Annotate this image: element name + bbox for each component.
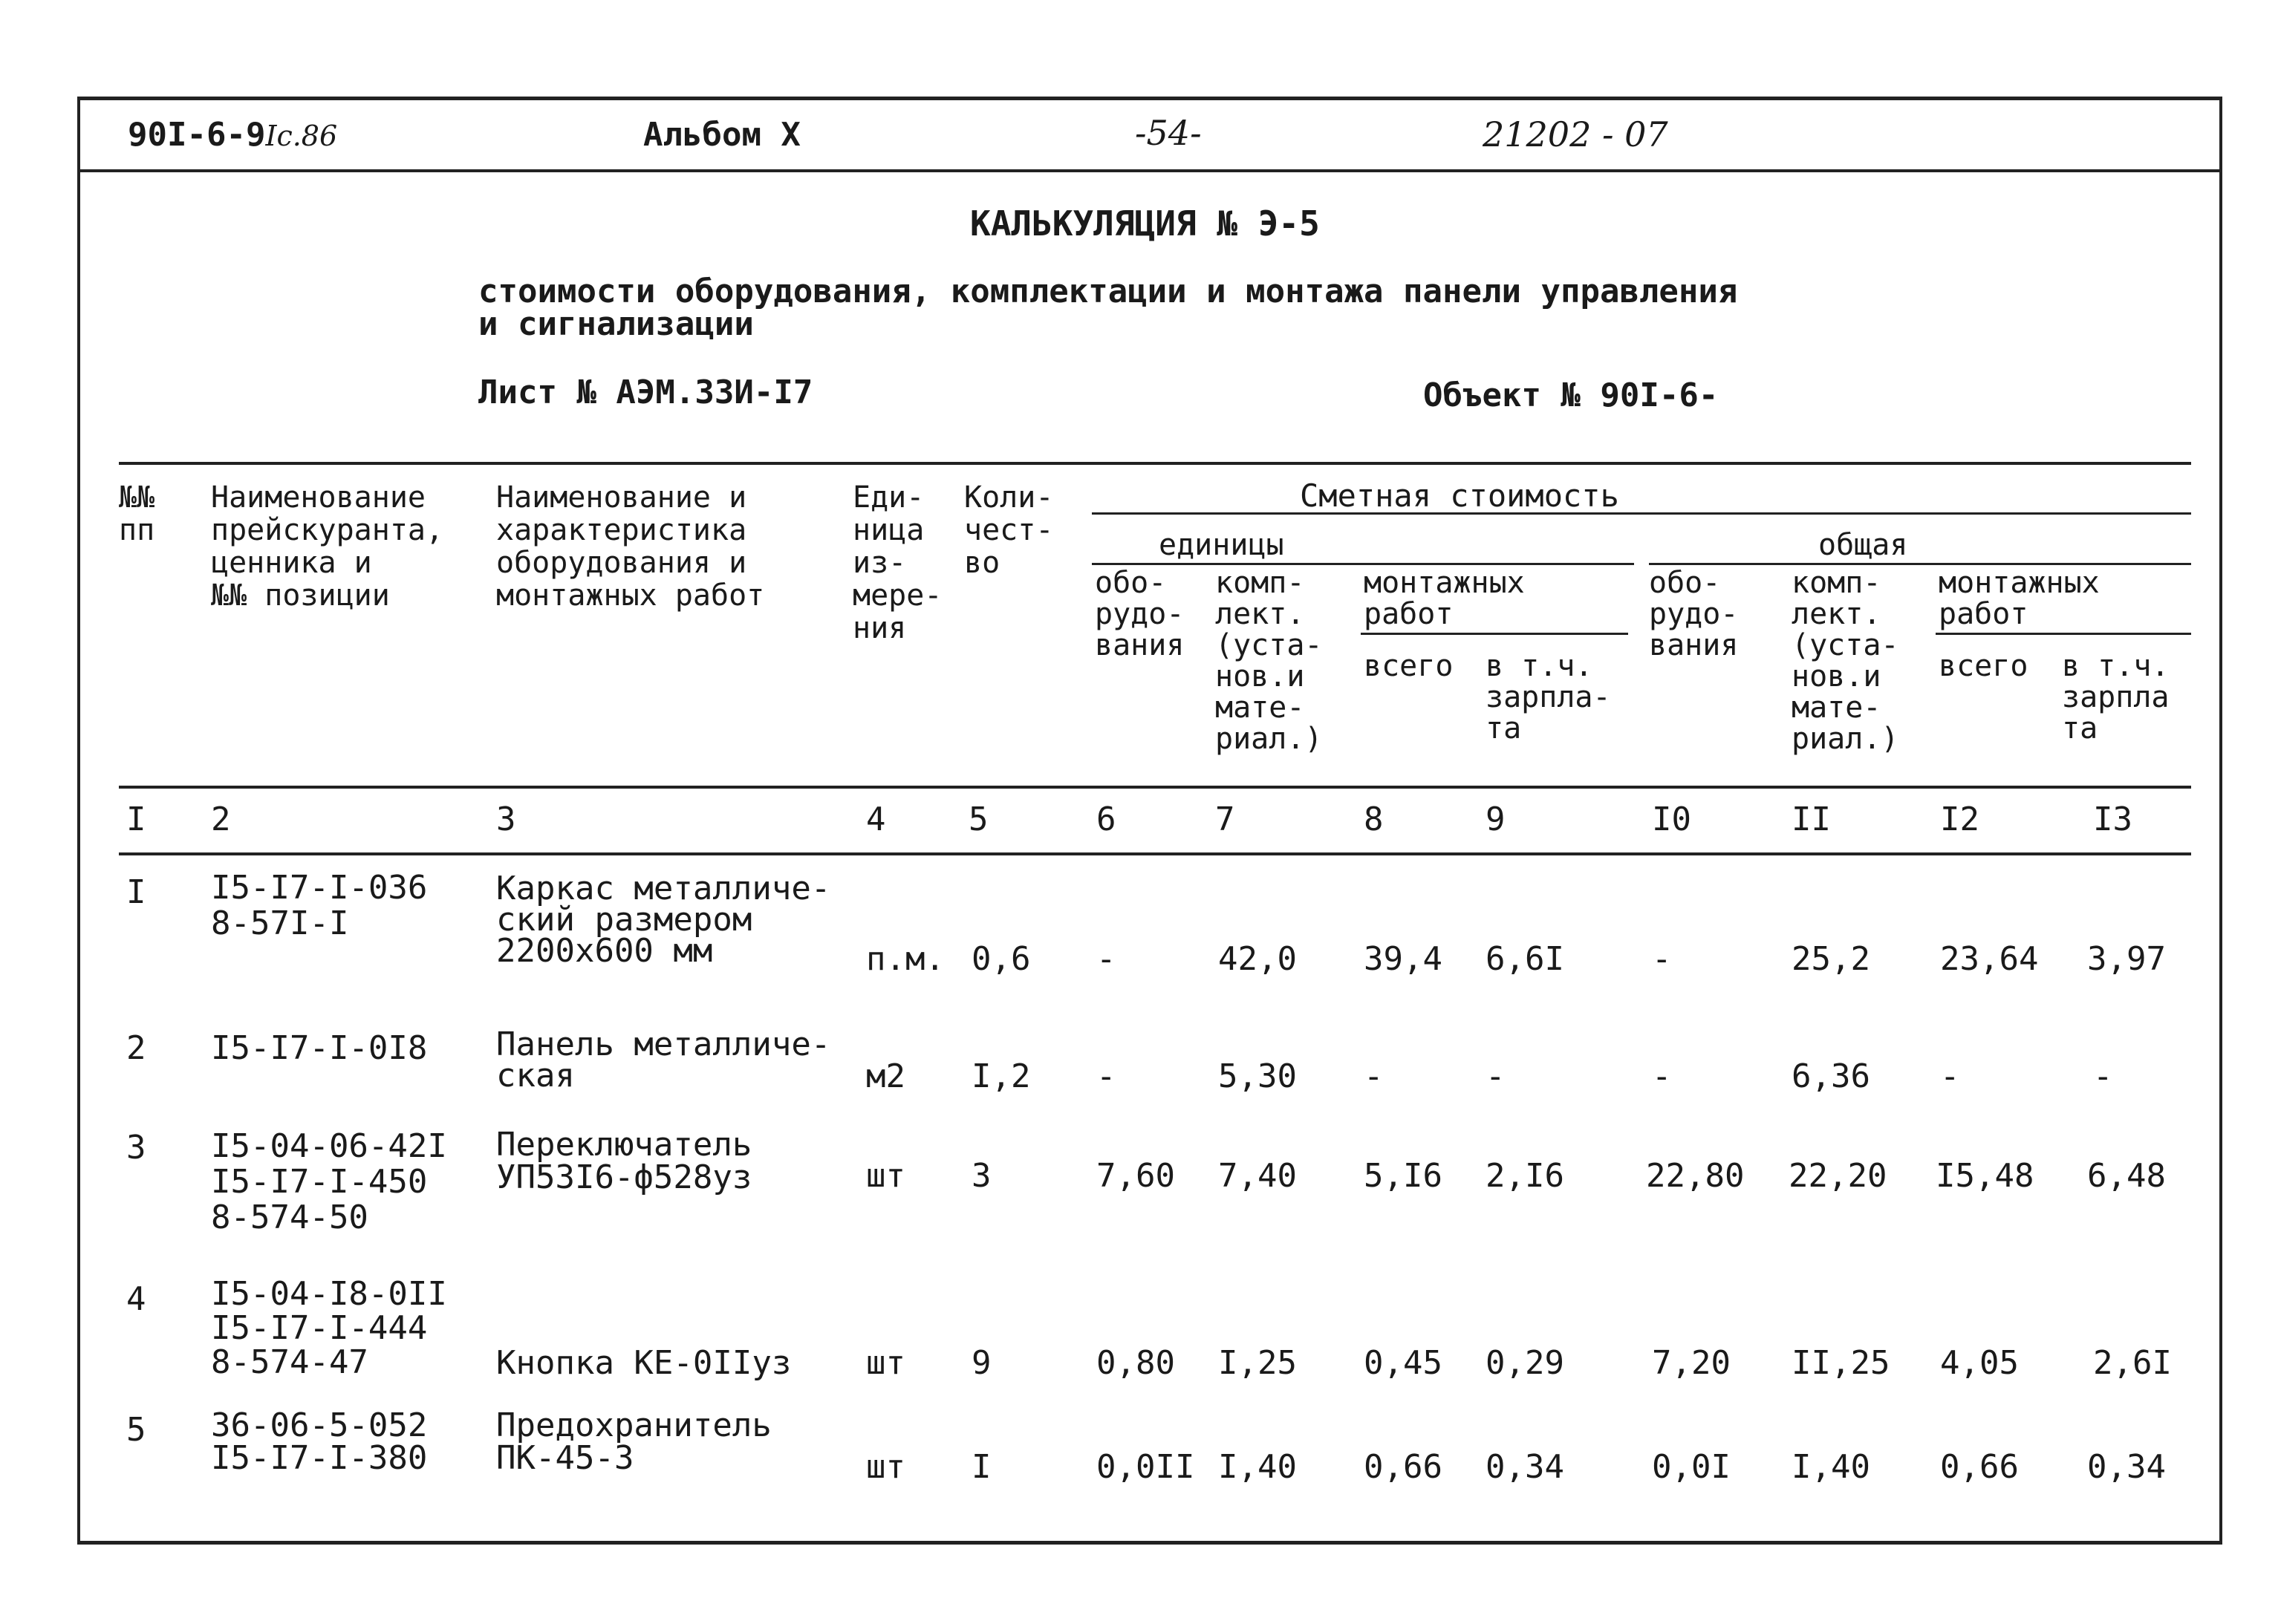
col-number-5: 5 bbox=[969, 800, 989, 838]
page-number: -54- bbox=[1135, 113, 1202, 153]
total-zarpl-header: в т.ч. зарпла та bbox=[2062, 649, 2170, 746]
header-bottom-rule bbox=[119, 786, 2191, 789]
row3-v11: 22,20 bbox=[1789, 1157, 1887, 1195]
calculation-subtitle-line2: и сигнализации bbox=[478, 305, 754, 343]
unit-zarpl-header: в т.ч. зарпла- та bbox=[1486, 649, 1611, 746]
row4-v13: 2,6I bbox=[2093, 1344, 2172, 1382]
row1-unit: п.м. bbox=[866, 940, 945, 978]
col-number-13: I3 bbox=[2093, 800, 2132, 838]
object-number: Объект № 90I-6- bbox=[1423, 376, 1719, 414]
row5-code: 36-06-5-052 I5-I7-I-380 bbox=[211, 1406, 428, 1477]
row3-qty: 3 bbox=[972, 1157, 992, 1195]
row2-number: 2 bbox=[126, 1029, 146, 1067]
row1-v6: - bbox=[1096, 940, 1116, 978]
row2-code: I5-I7-I-0I8 bbox=[211, 1029, 428, 1067]
row2-name: Панель металличе- ская bbox=[496, 1025, 831, 1095]
row5-v10: 0,0I bbox=[1652, 1448, 1731, 1486]
col-number-6: 6 bbox=[1096, 800, 1116, 838]
row1-v9: 6,6I bbox=[1486, 940, 1564, 978]
row1-v11: 25,2 bbox=[1792, 940, 1870, 978]
row5-v13: 0,34 bbox=[2087, 1448, 2166, 1486]
row4-code: I5-04-I8-0II I5-I7-I-444 8-574-47 bbox=[211, 1275, 447, 1381]
row2-v11: 6,36 bbox=[1792, 1057, 1870, 1095]
row2-v8: - bbox=[1364, 1057, 1384, 1095]
col-number-12: I2 bbox=[1940, 800, 1979, 838]
row3-code: I5-04-06-42I I5-I7-I-450 8-574-50 bbox=[211, 1127, 447, 1236]
total-kompl-header: комп- лект. (уста- нов.и мате- риал.) bbox=[1792, 566, 1899, 756]
row4-unit: шт bbox=[866, 1344, 905, 1382]
total-mont-header: монтажных работ bbox=[1939, 566, 2100, 631]
total-mont-rule bbox=[1936, 633, 2191, 635]
calculation-subtitle-line1: стоимости оборудования, комплектации и монтажа панели управления bbox=[478, 273, 1738, 310]
row5-name: Предохранитель ПК-45-3 bbox=[496, 1406, 772, 1477]
album-label: Альбом X bbox=[643, 116, 801, 154]
row1-name: Каркас металличе- ский размером 2200х600 мм bbox=[496, 870, 831, 970]
row2-v10: - bbox=[1652, 1057, 1672, 1095]
row3-v8: 5,I6 bbox=[1364, 1157, 1442, 1195]
row2-qty: I,2 bbox=[972, 1057, 1031, 1095]
row2-v9: - bbox=[1486, 1057, 1506, 1095]
total-rule bbox=[1649, 563, 2191, 565]
row3-number: 3 bbox=[126, 1129, 146, 1167]
row2-unit: м2 bbox=[866, 1057, 905, 1095]
row3-v6: 7,60 bbox=[1096, 1157, 1175, 1195]
row1-v13: 3,97 bbox=[2087, 940, 2166, 978]
total-equip-header: обо- рудо- вания bbox=[1649, 566, 1739, 662]
row1-v7: 42,0 bbox=[1218, 940, 1297, 978]
col-number-1: I bbox=[126, 800, 146, 838]
row5-v8: 0,66 bbox=[1364, 1448, 1442, 1486]
row1-v10: - bbox=[1652, 940, 1672, 978]
col-number-10: I0 bbox=[1652, 800, 1691, 838]
row5-v9: 0,34 bbox=[1486, 1448, 1564, 1486]
row5-v11: I,40 bbox=[1792, 1448, 1870, 1486]
total-header: общая bbox=[1818, 528, 1908, 562]
total-vsego-header: всего bbox=[1939, 649, 2028, 683]
document-number: 21202 - 07 bbox=[1483, 114, 1668, 154]
header-divider bbox=[77, 169, 2219, 172]
col-number-4: 4 bbox=[866, 800, 886, 838]
row1-v12: 23,64 bbox=[1940, 940, 2039, 978]
col5-header: Коли- чест- во bbox=[964, 480, 1054, 580]
col-number-8: 8 bbox=[1364, 800, 1384, 838]
row3-v9: 2,I6 bbox=[1486, 1157, 1564, 1195]
row5-v7: I,40 bbox=[1218, 1448, 1297, 1486]
row3-v13: 6,48 bbox=[2087, 1157, 2166, 1195]
row4-name: Кнопка КЕ-0IIуз bbox=[496, 1344, 792, 1382]
unit-vsego-header: всего bbox=[1364, 649, 1454, 683]
col1-header: №№ пп bbox=[119, 480, 155, 547]
col-number-11: II bbox=[1792, 800, 1831, 838]
row5-qty: I bbox=[972, 1448, 992, 1486]
row4-v9: 0,29 bbox=[1486, 1344, 1564, 1382]
row5-v12: 0,66 bbox=[1940, 1448, 2019, 1486]
row3-v12: I5,48 bbox=[1936, 1157, 2034, 1195]
row1-code: I5-I7-I-036 8-57I-I bbox=[211, 869, 428, 942]
unit-mont-header: монтажных работ bbox=[1364, 566, 1525, 631]
row3-name: Переключатель УП53I6-ф528уз bbox=[496, 1126, 752, 1196]
col-number-3: 3 bbox=[496, 800, 516, 838]
unit-header: единицы bbox=[1159, 528, 1284, 562]
col4-header: Еди- ница из- мере- ния bbox=[853, 480, 943, 645]
col3-header: Наименование и характеристика оборудования и монтажных работ bbox=[496, 480, 765, 613]
row1-v8: 39,4 bbox=[1364, 940, 1442, 978]
table-top-rule bbox=[119, 462, 2191, 465]
row4-number: 4 bbox=[126, 1280, 146, 1318]
col-number-2: 2 bbox=[211, 800, 231, 838]
row2-v12: - bbox=[1940, 1057, 1960, 1095]
row2-v6: - bbox=[1096, 1057, 1116, 1095]
unit-equip-header: обо- рудо- вания bbox=[1095, 566, 1185, 662]
row5-number: 5 bbox=[126, 1411, 146, 1449]
sheet-number: Лист № АЭМ.33И-I7 bbox=[478, 374, 813, 411]
calculation-title: КАЛЬКУЛЯЦИЯ № Э-5 bbox=[970, 203, 1320, 244]
row4-v11: II,25 bbox=[1792, 1344, 1890, 1382]
col-number-7: 7 bbox=[1215, 800, 1235, 838]
row4-v6: 0,80 bbox=[1096, 1344, 1175, 1382]
unit-rule bbox=[1092, 563, 1634, 565]
row2-v7: 5,30 bbox=[1218, 1057, 1297, 1095]
colnum-bottom-rule bbox=[119, 852, 2191, 855]
col-number-9: 9 bbox=[1486, 800, 1506, 838]
row2-v13: - bbox=[2093, 1057, 2113, 1095]
row4-v10: 7,20 bbox=[1652, 1344, 1731, 1382]
row3-unit: шт bbox=[866, 1157, 905, 1195]
row4-v7: I,25 bbox=[1218, 1344, 1297, 1382]
cost-header: Сметная стоимость bbox=[1300, 477, 1619, 514]
row5-unit: шт bbox=[866, 1448, 905, 1486]
row4-v12: 4,05 bbox=[1940, 1344, 2019, 1382]
unit-kompl-header: комп- лект. (уста- нов.и мате- риал.) bbox=[1215, 566, 1323, 756]
row4-v8: 0,45 bbox=[1364, 1344, 1442, 1382]
document-code: 90I-6-9Ic.86 bbox=[128, 116, 338, 154]
row5-v6: 0,0II bbox=[1096, 1448, 1195, 1486]
row4-qty: 9 bbox=[972, 1344, 992, 1382]
cost-rule bbox=[1092, 512, 2191, 515]
row3-v10: 22,80 bbox=[1646, 1157, 1745, 1195]
row1-number: I bbox=[126, 873, 146, 911]
unit-mont-rule bbox=[1361, 633, 1628, 635]
row3-v7: 7,40 bbox=[1218, 1157, 1297, 1195]
row1-qty: 0,6 bbox=[972, 940, 1031, 978]
col2-header: Наименование прейскуранта, ценника и №№ позиции bbox=[211, 480, 444, 613]
